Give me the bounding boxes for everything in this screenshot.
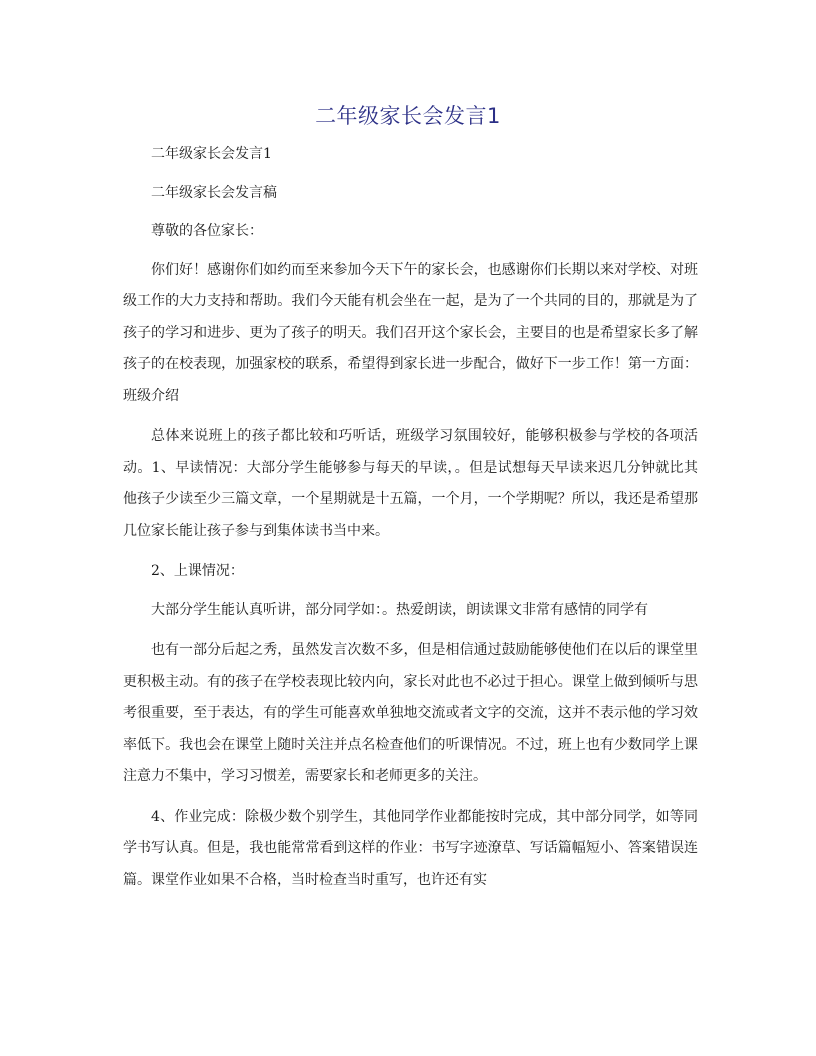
paragraph-class-heading: 2、上课情况： <box>151 563 244 579</box>
document-body <box>123 139 698 905</box>
paragraph-subtitle: 二年级家长会发言1 <box>151 146 272 162</box>
paragraph-homework: 4、作业完成：除极少数个别学生，其他同学作业都能按时完成，其中部分同学，如等同学书写认真。但是，我也能常常看到这样的作业：书写字迹潦草、写话篇幅短小、答案错误连篇。课堂作业如果不合格，当时检查当时重写，也许还有实 <box>123 808 698 888</box>
paragraph-listening: 大部分学生能认真听讲，部分同学如：。热爱朗读，朗读课文非常有感情的同学有 <box>151 601 648 618</box>
paragraph-class-overview: 总体来说班上的孩子都比较和巧听话，班级学习氛围较好，能够积极参与学校的各项活动。1、早读情况：大部分学生能够参与每天的早读，。但是试想每天早读来迟几分钟就比其他孩子少读至少三篇文章，一个星期就是十五篇，一个月，一个学期呢？所以，我还是希望那几位家长能让孩子参与到集体读书当中来。 <box>123 428 698 539</box>
paragraph-speech-heading: 二年级家长会发言稿 <box>151 184 277 201</box>
paragraph-greeting: 你们好！感谢你们如约而至来参加今天下午的家长会，也感谢你们长期以来对学校、对班级工作的大力支持和帮助。我们今天能有机会坐在一起，是为了一个共同的目的，那就是为了孩子的学习和进步、更为了孩子的明天。我们召开这个家长会，主要目的也是希望家长多了解孩子的在校表现，加强家校的联系，希望得到家长进一步配合，做好下一步工作！第一方面：班级介绍 <box>123 261 698 404</box>
paragraph-salutation: 尊敬的各位家长： <box>151 223 263 239</box>
document-title: 二年级家长会发言1 <box>315 104 501 128</box>
paragraph-participation: 也有一部分后起之秀，虽然发言次数不多，但是相信通过鼓励能够使他们在以后的课堂里更积极主动。有的孩子在学校表现比较内向，家长对此也不必过于担心。课堂上做到倾听与思考很重要，至于表达，有的学生可能喜欢单独地交流或者文字的交流，这并不表示他的学习效率低下。我也会在课堂上随时关注并点名检查他们的听课情况。不过，班上也有少数同学上课注意力不集中，学习习惯差，需要家长和老师更多的关注。 <box>123 642 698 784</box>
